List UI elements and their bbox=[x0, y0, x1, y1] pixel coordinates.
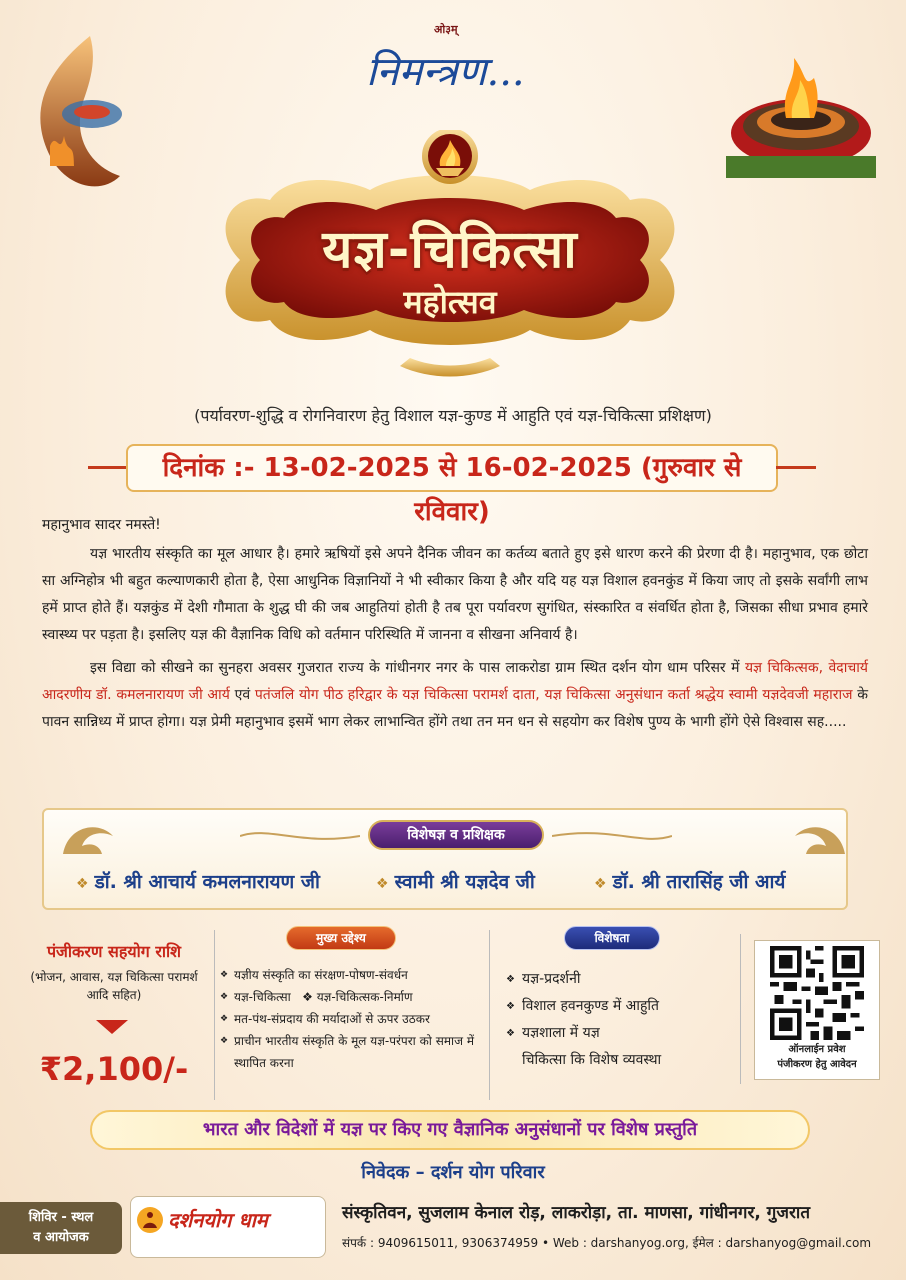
meditation-logo-icon bbox=[136, 1206, 164, 1234]
qr-caption-line-2: पंजीकरण हेतु आवेदन bbox=[777, 1059, 857, 1070]
features-heading: विशेषता bbox=[564, 926, 660, 950]
experts-heading: विशेषज्ञ व प्रशिक्षक bbox=[368, 820, 544, 850]
event-date: दिनांक :- 13-02-2025 से 16-02-2025 (गुरुवार से रविवार) bbox=[126, 444, 778, 492]
qr-code-icon[interactable] bbox=[770, 946, 864, 1040]
objective-item: ❖ यज्ञ-चिकित्सा ❖ यज्ञ-चिकित्सक-निर्माण bbox=[220, 986, 486, 1008]
registration-title: पंजीकरण सहयोग राशि bbox=[46, 942, 182, 961]
objective-item: ❖ मत-पंथ-संप्रदाय की मर्यादाओं से ऊपर उठकर bbox=[220, 1008, 486, 1030]
swirl-right-icon bbox=[552, 826, 672, 846]
bullet-icon: ❖ bbox=[76, 876, 89, 892]
feature-item: ❖ विशाल हवनकुण्ड में आहुति bbox=[506, 993, 736, 1020]
greeting: महानुभाव सादर नमस्ते! bbox=[42, 517, 161, 533]
objectives-list bbox=[220, 964, 486, 1074]
invitation-letter bbox=[42, 512, 868, 736]
objectives-heading: मुख्य उद्देश्य bbox=[286, 926, 396, 950]
objective-item: ❖ यज्ञीय संस्कृति का संरक्षण-पोषण-संवर्धन bbox=[220, 964, 486, 986]
qr-caption-line-1: ऑनलाईन प्रवेश bbox=[788, 1044, 846, 1055]
presenter-line: निवेदक – दर्शन योग परिवार bbox=[361, 1162, 545, 1183]
ornament-left-icon bbox=[58, 816, 118, 860]
paragraph-2-end: के पावन सान्निध्य में प्राप्त होगा। यज्ञ प्रेमी महानुभाव इसमें भाग लेकर लाभान्वित होंगे तथा तन मन धन से सहयोग कर विशेष पुण्य के भागी होंगे ऐसे विश्वास सह..... bbox=[42, 687, 868, 730]
bullet-icon: ❖ bbox=[376, 876, 389, 892]
ornament-right-icon bbox=[790, 816, 850, 860]
contact-info: संपर्क : 9409615011, 9306374959 • Web : darshanyog.org, ईमेल : darshanyog@gmail.com bbox=[342, 1236, 872, 1250]
objective-item-a: यज्ञ-चिकित्सा bbox=[234, 990, 291, 1004]
features-list bbox=[506, 966, 736, 1074]
objective-item: ❖ प्राचीन भारतीय संस्कृति के मूल यज्ञ-परंपरा को समाज में स्थापित करना bbox=[220, 1030, 486, 1074]
registration-amount: ₹2,100/- bbox=[39, 1050, 189, 1088]
paragraph-2-start: इस विद्या को सीखने का सुनहरा अवसर गुजरात राज्य के गांधीनगर नगर के पास लाकरोडा ग्राम स्थित दर्शन योग धाम परिसर में bbox=[90, 660, 745, 676]
host-name-highlight: यज्ञ चिकित्सक, वेदाचार्य आदरणीय डॉ. कमलनारायण जी आर्य bbox=[42, 660, 868, 703]
swirl-left-icon bbox=[240, 826, 360, 846]
paragraph-1: यज्ञ भारतीय संस्कृति का मूल आधार है। हमारे ऋषियों इसे अपने दैनिक जीवन का कर्तव्य बताते हुए इसे धारण करने की प्रेरणा दी है। महानुभाव, एक छोटा सा अग्निहोत्र भी बहुत कल्याणकारी होता है, ऐसा आधुनिक विज्ञानियों ने भी स्वीकार किया है और यदि यह यज्ञ विशाल हवनकुंड में किया जाए तो इसके सर्वांगी लाभ हमें प्राप्त होते हैं। यज्ञकुंड में देशी गौमाता के शुद्ध घी की जब आहुतियां होती है तब पूरा पर्यावरण सुगंधित, संस्कारित व संवर्धित होता है, जिसका सीधा प्रभाव हमारे स्वास्थ्य पर पड़ता है। इसलिए यज्ञ की वैज्ञानिक विधि को वर्तमान परिस्थिति में जानना व सीखना अनिवार्य है। bbox=[42, 546, 868, 643]
expert-3-label: डॉ. श्री तारासिंह जी आर्य bbox=[612, 871, 786, 893]
expert-name-1 bbox=[76, 868, 320, 894]
expert-name-2 bbox=[376, 868, 535, 894]
feature-item: ❖ यज्ञशाला में यज्ञ bbox=[506, 1020, 736, 1047]
organizer-logo-text: दर्शनयोग धाम bbox=[168, 1208, 268, 1232]
research-banner: भारत और विदेशों में यज्ञ पर किए गए वैज्ञानिक अनुसंधानों पर विशेष प्रस्तुति bbox=[90, 1110, 810, 1150]
event-purpose: (पर्यावरण-शुद्धि व रोगनिवारण हेतु विशाल यज्ञ-कुण्ड में आहुति एवं यज्ञ-चिकित्सा प्रशिक्षण) bbox=[194, 406, 712, 425]
expert-name-3 bbox=[594, 868, 785, 894]
yagna-fire-right-image bbox=[726, 28, 876, 178]
venue-tag-line-2: व आयोजक bbox=[33, 1230, 89, 1245]
expert-2-label: स्वामी श्री यज्ञदेव जी bbox=[394, 871, 535, 893]
objective-item-b: यज्ञ-चिकित्सक-निर्माण bbox=[316, 990, 413, 1004]
divider bbox=[740, 934, 741, 1084]
guest-name-highlight: पतंजलि योग पीठ हरिद्वार के यज्ञ चिकित्सा परामर्श दाता, यज्ञ चिकित्सा अनुसंधान कर्ता श्रद्धेय स्वामी यज्ञदेवजी महाराज bbox=[254, 687, 853, 703]
date-divider-right bbox=[776, 466, 816, 469]
venue-address: संस्कृतिवन, सुजलाम केनाल रोड़, लाकरोड़ा, ता. माणसा, गांधीनगर, गुजरात bbox=[342, 1203, 811, 1223]
bullet-icon: ❖ bbox=[594, 876, 607, 892]
event-subtitle: महोत्सव bbox=[403, 283, 497, 321]
date-divider-left bbox=[88, 466, 128, 469]
event-title: यज्ञ-चिकित्सा bbox=[322, 220, 578, 280]
arrow-down-icon bbox=[96, 1020, 128, 1034]
om-symbol: ओ३म् bbox=[434, 23, 458, 36]
venue-organizer-tag bbox=[0, 1202, 122, 1254]
venue-tag-line-1: शिविर - स्थल bbox=[28, 1210, 94, 1225]
invitation-heading: निमन्त्रण... bbox=[366, 49, 525, 95]
registration-note: (भोजन, आवास, यज्ञ चिकित्सा परामर्श आदि सहित) bbox=[30, 970, 198, 1002]
feature-item-continued: चिकित्सा कि विशेष व्यवस्था bbox=[522, 1052, 662, 1068]
paragraph-2 bbox=[42, 655, 868, 736]
feature-item: ❖ यज्ञ-प्रदर्शनी bbox=[506, 966, 736, 993]
expert-1-label: डॉ. श्री आचार्य कमलनारायण जी bbox=[94, 871, 320, 893]
qr-caption bbox=[754, 1042, 880, 1072]
yagna-kund-left-image bbox=[30, 36, 150, 196]
paragraph-2-mid: एवं bbox=[229, 687, 255, 703]
